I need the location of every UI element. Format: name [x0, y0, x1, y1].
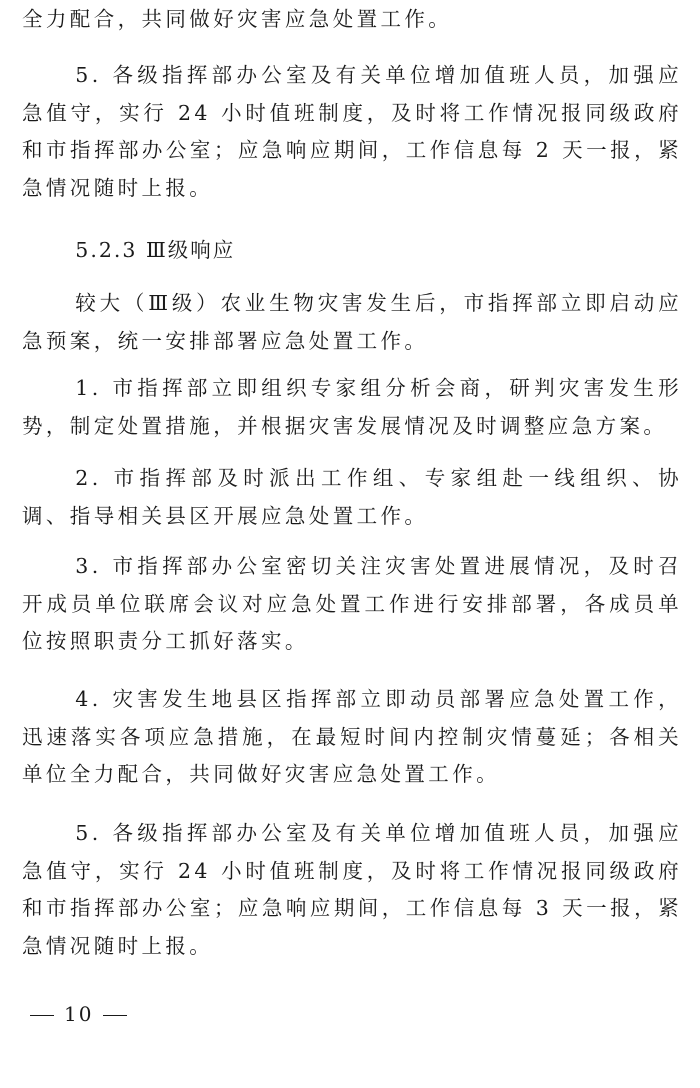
paragraph-continuation: 全力配合，共同做好灾害应急处置工作。: [22, 7, 453, 31]
paragraph-item-1: 1. 市指挥部立即组织专家组分析会商，研判灾害发生形势，制定处置措施，并根据灾害发展情况及时调整应急方案。: [22, 376, 682, 438]
paragraph-level3-intro: 较大（Ⅲ级）农业生物灾害发生后，市指挥部立即启动应急预案，统一安排部署应急处置工作。: [22, 291, 682, 353]
footer-dash-left: [30, 1015, 54, 1016]
paragraph-item-3: 3. 市指挥部办公室密切关注灾害处置进展情况，及时召开成员单位联席会议对应急处置工作进行安排部署，各成员单位按照职责分工抓好落实。: [22, 554, 682, 653]
page-number: 10: [64, 1002, 94, 1026]
paragraph-item-5: 5. 各级指挥部办公室及有关单位增加值班人员，加强应急值守，实行 24 小时值班制度，及时将工作情况报同级政府和市指挥部办公室；应急响应期间，工作信息每 3 天一报，紧急情况随时上报。: [22, 821, 682, 958]
paragraph-item-4: 4. 灾害发生地县区指挥部立即动员部署应急处置工作，迅速落实各项应急措施，在最短时间内控制灾情蔓延；各相关单位全力配合，共同做好灾害应急处置工作。: [22, 687, 682, 786]
page-footer: [30, 1002, 127, 1026]
paragraph-duty-2day: 5. 各级指挥部办公室及有关单位增加值班人员，加强应急值守，实行 24 小时值班制度，及时将工作情况报同级政府和市指挥部办公室；应急响应期间，工作信息每 2 天一报，紧急情况随时上报。: [22, 63, 682, 200]
footer-dash-right: [103, 1015, 127, 1016]
section-heading-level3-response: 5.2.3 Ⅲ级响应: [75, 238, 236, 262]
paragraph-item-2: 2. 市指挥部及时派出工作组、专家组赴一线组织、协调、指导相关县区开展应急处置工作。: [22, 466, 682, 528]
